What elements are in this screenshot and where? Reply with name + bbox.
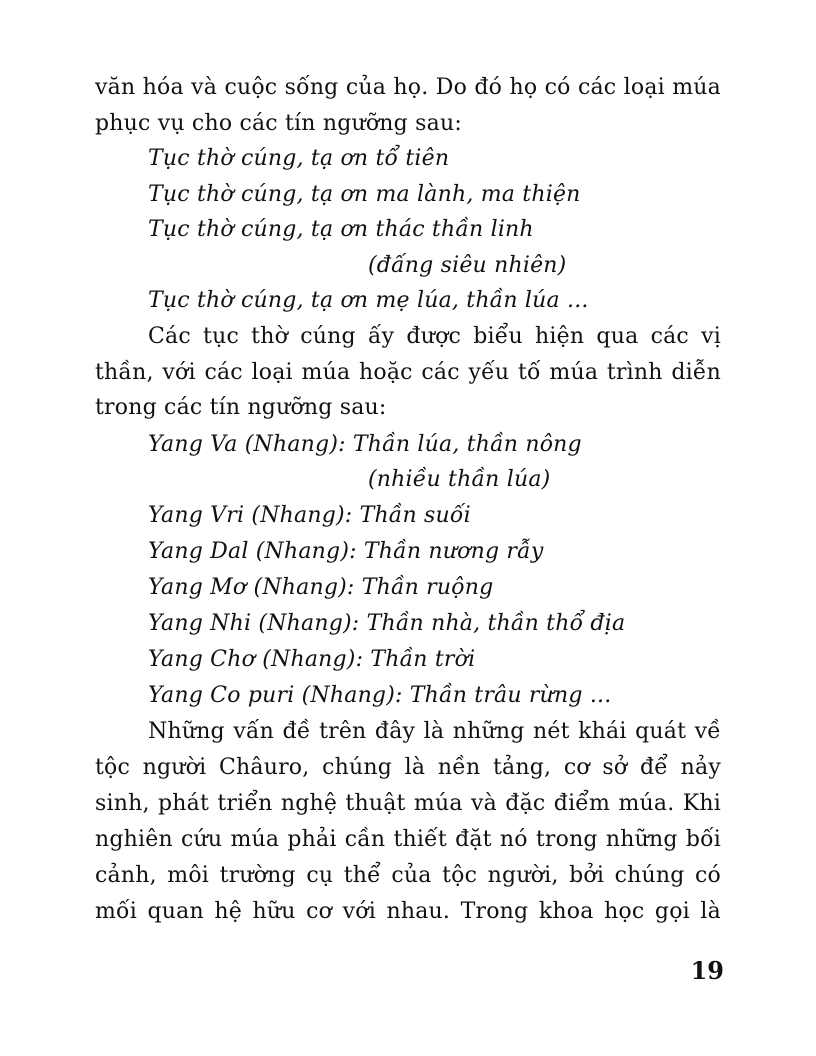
page-number: 19	[690, 956, 724, 985]
deity-line-4: Yang Mơ (Nhang): Thần ruộng	[148, 575, 494, 600]
belief-line-1: Tục thờ cúng, tạ ơn tổ tiên	[148, 146, 450, 171]
deity-line-1: Yang Va (Nhang): Thần lúa, thần nông	[148, 432, 582, 457]
deity-line-7: Yang Co puri (Nhang): Thần trâu rừng ...	[148, 683, 612, 708]
deity-line-5: Yang Nhi (Nhang): Thần nhà, thần thổ địa	[148, 611, 626, 636]
belief-line-3: Tục thờ cúng, tạ ơn thác thần linh	[148, 217, 534, 242]
body-line-2: phục vụ cho các tín ngưỡng sau:	[95, 111, 462, 136]
paragraph-line-1: Các tục thờ cúng ấy được biểu hiện qua các vị	[148, 324, 721, 349]
belief-line-3-continuation: (đấng siêu nhiên)	[368, 253, 567, 278]
body-line-1: văn hóa và cuộc sống của họ. Do đó họ có các loại múa	[95, 75, 721, 100]
paragraph-line-3: trong các tín ngưỡng sau:	[95, 395, 387, 420]
closing-line-6: mối quan hệ hữu cơ với nhau. Trong khoa học gọi là	[95, 899, 721, 924]
closing-line-1: Những vấn đề trên đây là những nét khái quát về	[148, 719, 721, 744]
deity-line-3: Yang Dal (Nhang): Thần nương rẫy	[148, 539, 544, 564]
belief-line-2: Tục thờ cúng, tạ ơn ma lành, ma thiện	[148, 182, 581, 207]
deity-line-1-continuation: (nhiều thần lúa)	[368, 467, 551, 492]
closing-line-4: nghiên cứu múa phải cần thiết đặt nó trong những bối	[95, 827, 721, 852]
deity-line-6: Yang Chơ (Nhang): Thần trời	[148, 647, 476, 672]
belief-line-4: Tục thờ cúng, tạ ơn mẹ lúa, thần lúa ...	[148, 288, 589, 313]
deity-line-2: Yang Vri (Nhang): Thần suối	[148, 503, 471, 528]
closing-line-3: sinh, phát triển nghệ thuật múa và đặc điểm múa. Khi	[95, 791, 721, 816]
closing-line-5: cảnh, môi trường cụ thể của tộc người, bởi chúng có	[95, 863, 721, 888]
closing-line-2: tộc người Châuro, chúng là nền tảng, cơ sở để nảy	[95, 755, 721, 780]
paragraph-line-2: thần, với các loại múa hoặc các yếu tố múa trình diễn	[95, 360, 721, 385]
